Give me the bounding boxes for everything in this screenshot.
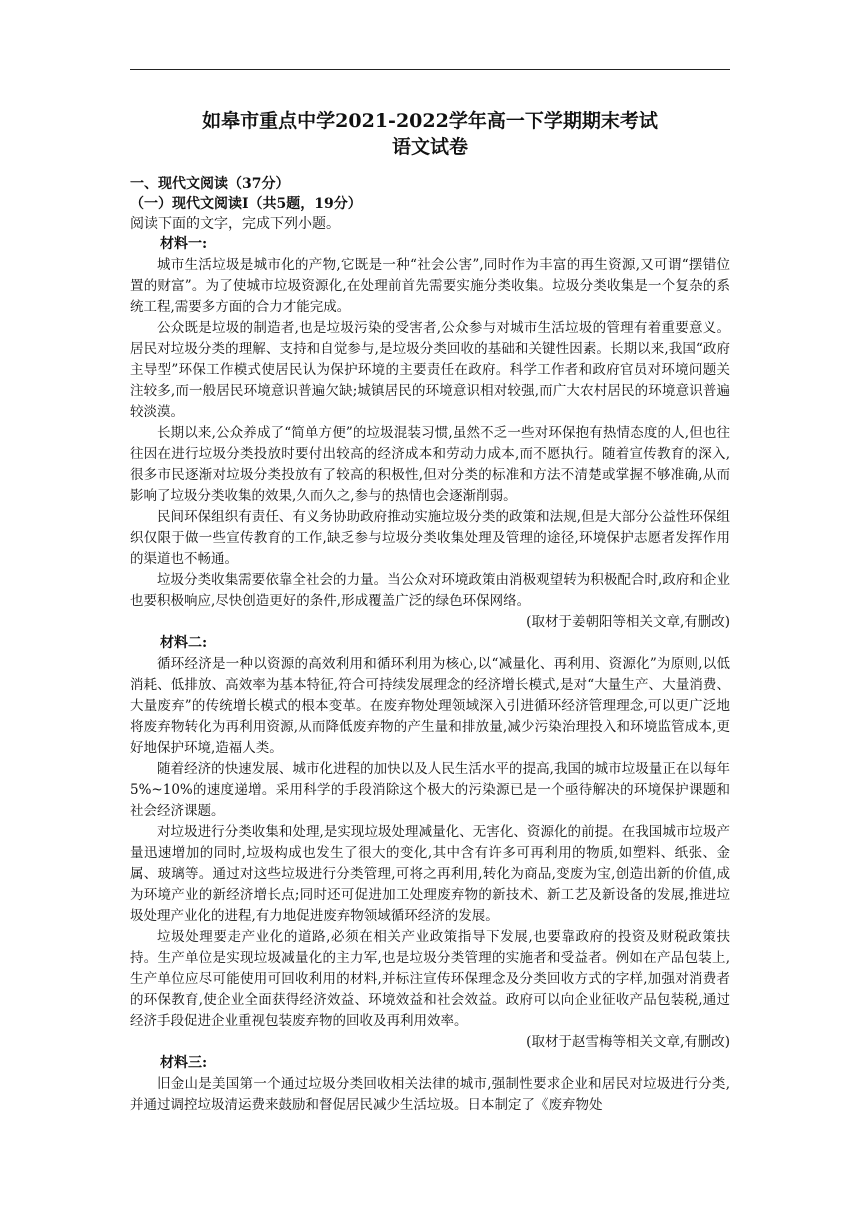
material-1-source: (取材于姜朝阳等相关文章,有删改)	[526, 614, 730, 630]
header-rule	[130, 69, 730, 70]
material-1-paragraph: 垃圾分类收集需要依靠全社会的力量。当公众对环境政策由消极观望转为积极配合时,政府和企业也要积极响应,尽快创造更好的条件,形成覆盖广泛的绿色环保网络。	[130, 572, 730, 609]
section-heading: 一、现代文阅读（37分）	[130, 176, 290, 192]
material-2-paragraph: 随着经济的快速发展、城市化进程的加快以及人民生活水平的提高,我国的城市垃圾量正在以每年5%~10%的速度递增。采用科学的手段消除这个极大的污染源已是一个亟待解决的环境保护课题和社会经济课题。	[130, 761, 730, 819]
instruction: 阅读下面的文字，完成下列小题。	[130, 216, 340, 232]
section-subheading: （一）现代文阅读I（共5题，19分）	[130, 196, 362, 212]
material-3-paragraph: 旧金山是美国第一个通过垃圾分类回收相关法律的城市,强制性要求企业和居民对垃圾进行分类,并通过调控垃圾清运费来鼓励和督促居民减少生活垃圾。日本制定了《废弃物处	[130, 1076, 730, 1113]
material-1-paragraph: 城市生活垃圾是城市化的产物,它既是一种“社会公害”,同时作为丰富的再生资源,又可谓“摆错位置的财富”。为了使城市垃圾资源化,在处理前首先需要实施分类收集。垃圾分类收集是一个复杂的系统工程,需要多方面的合力才能完成。	[130, 257, 730, 315]
material-1-paragraph: 民间环保组织有责任、有义务协助政府推动实施垃圾分类的政策和法规,但是大部分公益性环保组织仅限于做一些宣传教育的工作,缺乏参与垃圾分类收集处理及管理的途径,环境保护志愿者发挥作用的渠道也不畅通。	[130, 509, 730, 567]
material-2-source: (取材于赵雪梅等相关文章,有删改)	[526, 1034, 730, 1050]
material-3-label: 材料三:	[160, 1055, 208, 1071]
material-1-label: 材料一:	[160, 236, 208, 252]
material-1-paragraph: 长期以来,公众养成了“简单方便”的垃圾混装习惯,虽然不乏一些对环保抱有热情态度的人,但也往往因在进行垃圾分类投放时要付出较高的经济成本和劳动力成本,而不愿执行。随着宣传教育的深入,很多市民逐渐对垃圾分类投放有了较高的积极性,但对分类的标准和方法不清楚或掌握不够准确,从而影响了垃圾分类收集的效果,久而久之,参与的热情也会逐渐削弱。	[130, 425, 730, 504]
material-2-paragraph: 循环经济是一种以资源的高效利用和循环利用为核心,以“减量化、再利用、资源化”为原则,以低消耗、低排放、高效率为基本特征,符合可持续发展理念的经济增长模式,是对“大量生产、大量消费、大量废弃”的传统增长模式的根本变革。在废弃物处理领域深入引进循环经济管理理念,可以更广泛地将废弃物转化为再利用资源,从而降低废弃物的产生量和排放量,减少污染治理投入和环境监管成本,更好地保护环境,造福人类。	[130, 656, 730, 756]
material-2-paragraph: 对垃圾进行分类收集和处理,是实现垃圾处理减量化、无害化、资源化的前提。在我国城市垃圾产量迅速增加的同时,垃圾构成也发生了很大的变化,其中含有许多可再利用的物质,如塑料、纸张、金属、玻璃等。通过对这些垃圾进行分类管理,可将之再利用,转化为商品,变废为宝,创造出新的价值,成为环境产业的新经济增长点;同时还可促进加工处理废弃物的新技术、新工艺及新设备的发展,推进垃圾处理产业化的进程,有力地促进废弃物领域循环经济的发展。	[130, 824, 730, 924]
material-2-label: 材料二:	[160, 635, 208, 651]
exam-content	[130, 174, 730, 1116]
material-1-paragraph: 公众既是垃圾的制造者,也是垃圾污染的受害者,公众参与对城市生活垃圾的管理有着重要意义。居民对垃圾分类的理解、支持和自觉参与,是垃圾分类回收的基础和关键性因素。长期以来,我国“政府主导型”环保工作模式使居民认为保护环境的主要责任在政府。科学工作者和政府官员对环境问题关注较多,而一般居民环境意识普遍欠缺;城镇居民的环境意识相对较强,而广大农村居民的环境意识普遍较淡漠。	[130, 320, 730, 420]
exam-subject: 语文试卷	[391, 136, 468, 158]
exam-title: 如皋市重点中学2021-2022学年高一下学期期末考试	[202, 110, 658, 132]
material-2-paragraph: 垃圾处理要走产业化的道路,必须在相关产业政策指导下发展,也要靠政府的投资及财税政策扶持。生产单位是实现垃圾减量化的主力军,也是垃圾分类管理的实施者和受益者。例如在产品包装上,生产单位应尽可能使用可回收利用的材料,并标注宣传环保理念及分类回收方式的字样,加强对消费者的环保教育,使企业全面获得经济效益、环境效益和社会效益。政府可以向企业征收产品包装税,通过经济手段促进企业重视包装废弃物的回收及再利用效率。	[130, 929, 730, 1029]
